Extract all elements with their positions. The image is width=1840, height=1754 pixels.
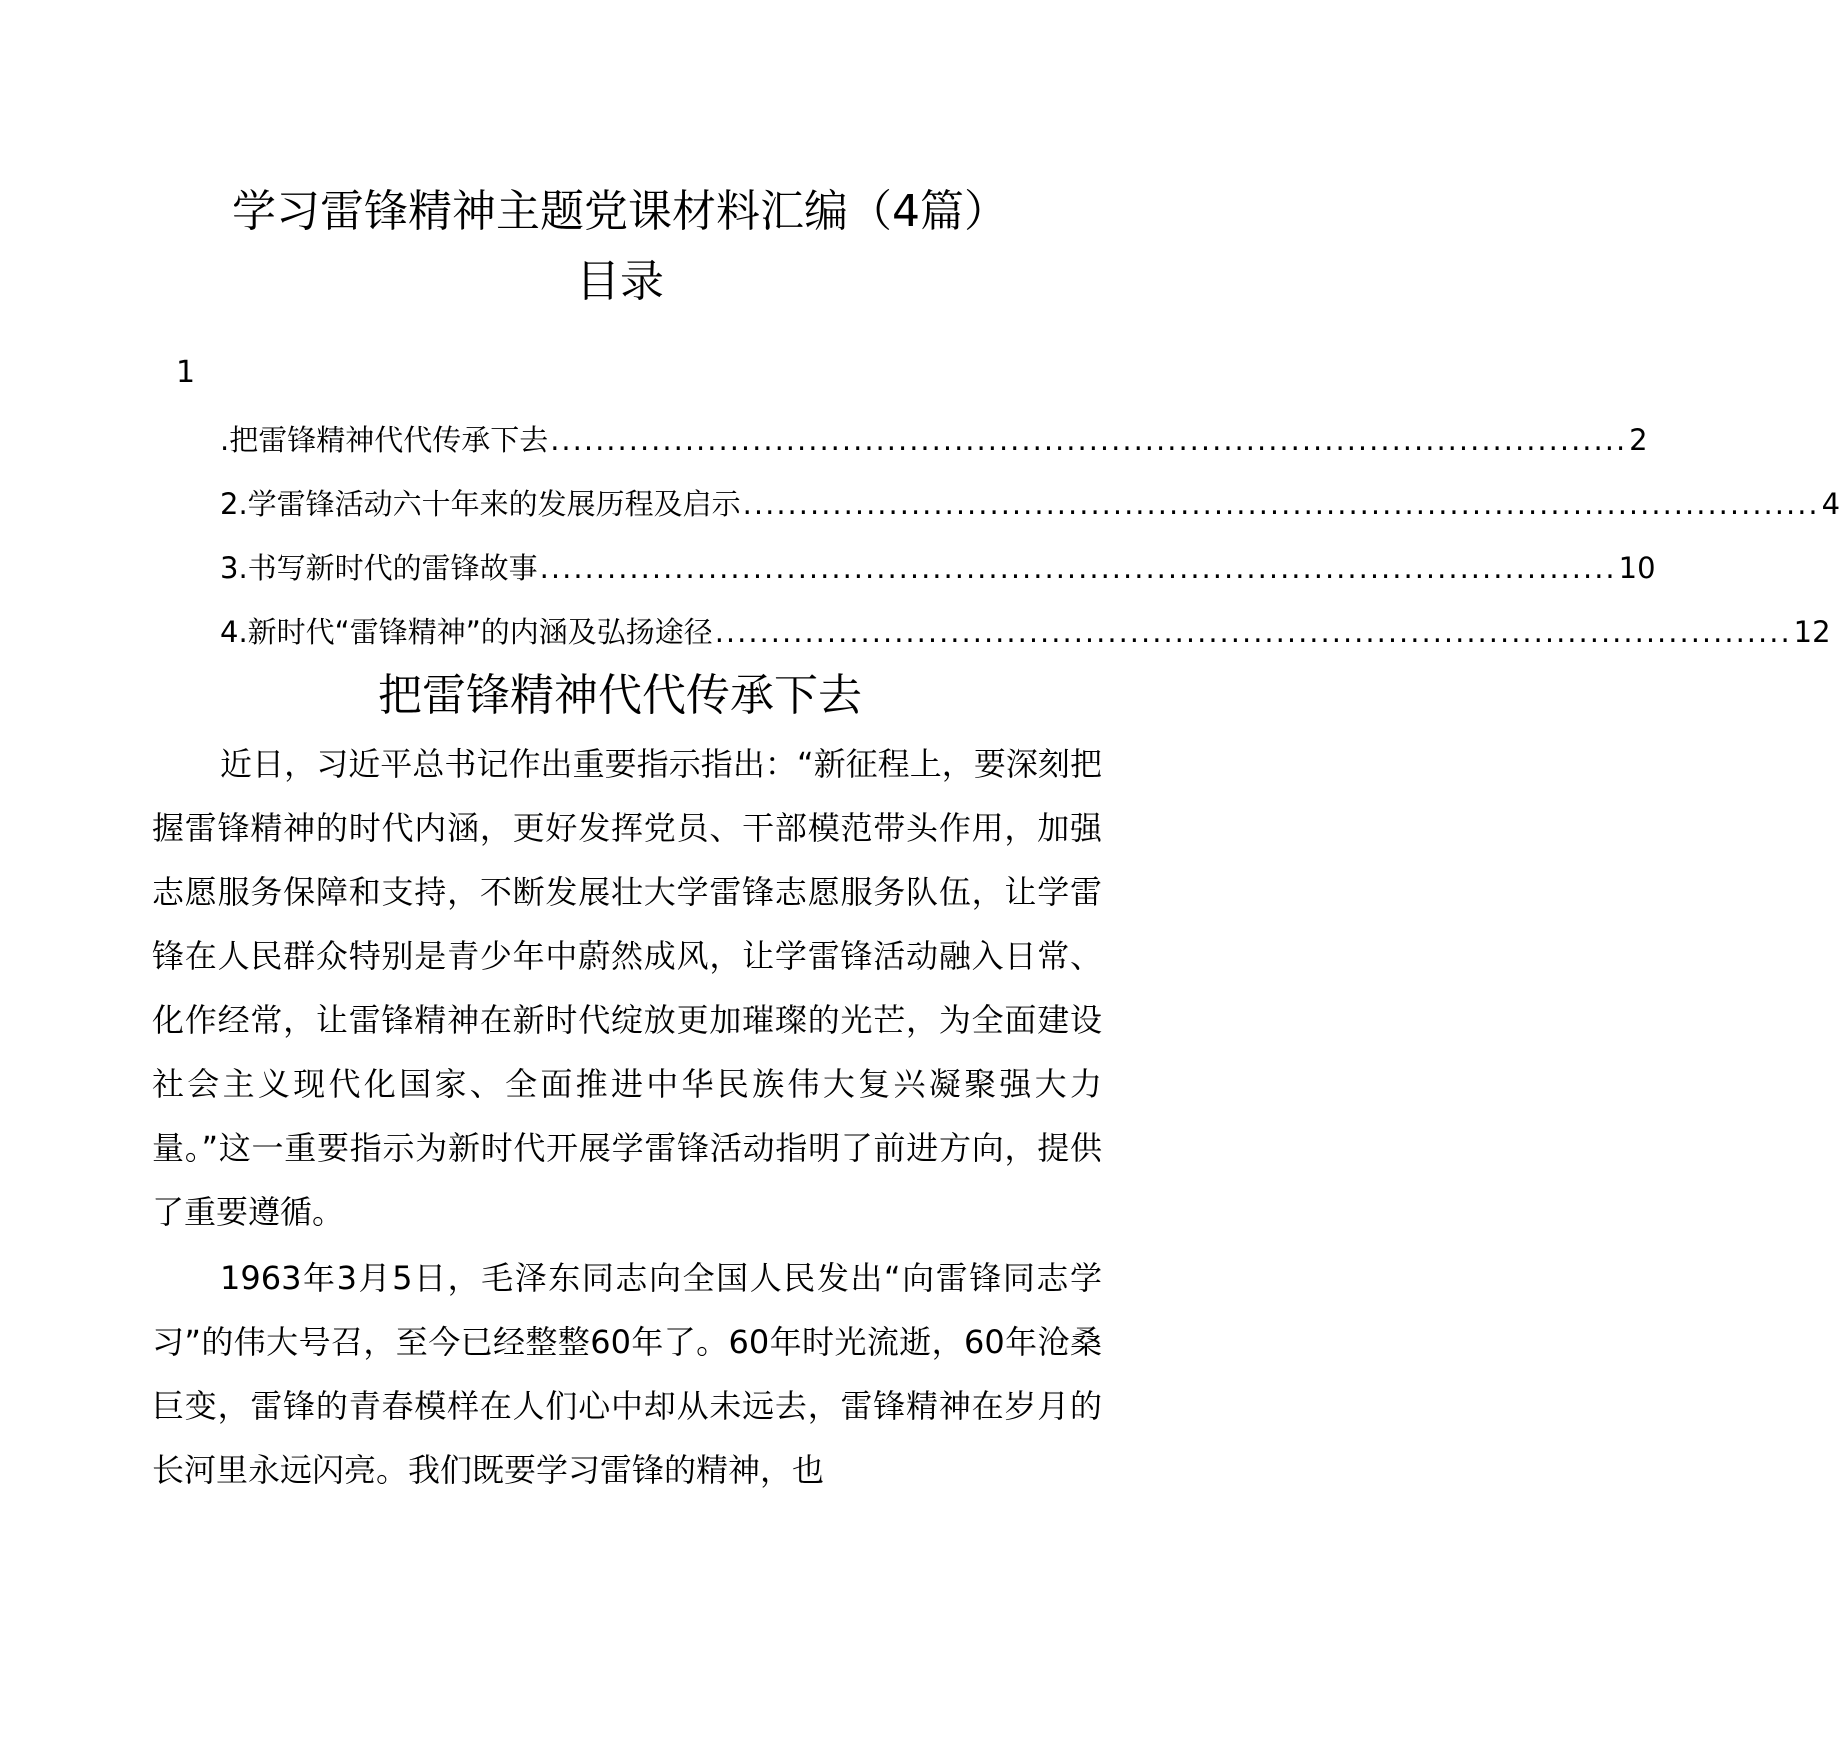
- toc-leader-dots: ................................................................................................: [714, 615, 1792, 649]
- paragraph-text: 1963年3月5日，毛泽东同志向全国人民发出“向雷锋同志学习”的伟大号召，至今已经整整60年了。60年时光流逝，60年沧桑巨变，雷锋的青春模样在人们心中却从未远去，雷锋精神在岁月的长河里永远闪亮。我们既要学习雷锋的精神，也: [152, 1259, 1102, 1489]
- toc-page-number: 10: [1618, 551, 1656, 585]
- toc-leader-dots: ................................................................................................: [550, 423, 1628, 457]
- body-paragraph-2: [152, 1246, 1102, 1502]
- toc-entry-text: 3.书写新时代的雷锋故事: [220, 551, 538, 585]
- toc-leader-dots: ................................................................................................: [742, 487, 1820, 521]
- article-title: 把雷锋精神代代传承下去: [378, 670, 862, 721]
- toc-stray-number: 1: [176, 355, 196, 390]
- toc-entry-text: 4.新时代“雷锋精神”的内涵及弘扬途径: [220, 615, 713, 649]
- toc-entry-4[interactable]: [220, 610, 1831, 654]
- document-title: 学习雷锋精神主题党课材料汇编（4篇）: [232, 186, 1008, 237]
- toc-leader-dots: ................................................................................................: [539, 551, 1617, 585]
- toc-entry-1[interactable]: [220, 418, 1648, 462]
- toc-entry-text: 2.学雷锋活动六十年来的发展历程及启示: [220, 487, 741, 521]
- paragraph-text: 近日，习近平总书记作出重要指示指出：“新征程上，要深刻把握雷锋精神的时代内涵，更好发挥党员、干部模范带头作用，加强志愿服务保障和支持，不断发展壮大学雷锋志愿服务队伍，让学雷锋在人民群众特别是青少年中蔚然成风，让学雷锋活动融入日常、化作经常，让雷锋精神在新时代绽放更加璀璨的光芒，为全面建设社会主义现代化国家、全面推进中华民族伟大复兴凝聚强大力量。”这一重要指示为新时代开展学雷锋活动指明了前进方向，提供了重要遵循。: [152, 745, 1102, 1231]
- toc-page-number: 12: [1793, 615, 1831, 649]
- toc-entry-3[interactable]: [220, 546, 1656, 590]
- body-paragraph-1: [152, 732, 1102, 1244]
- toc-entry-2[interactable]: [220, 482, 1840, 526]
- toc-entry-text: .把雷锋精神代代传承下去: [220, 423, 549, 457]
- toc-page-number: 2: [1629, 423, 1648, 457]
- toc-heading: 目录: [576, 256, 664, 307]
- toc-page-number: 4: [1821, 487, 1840, 521]
